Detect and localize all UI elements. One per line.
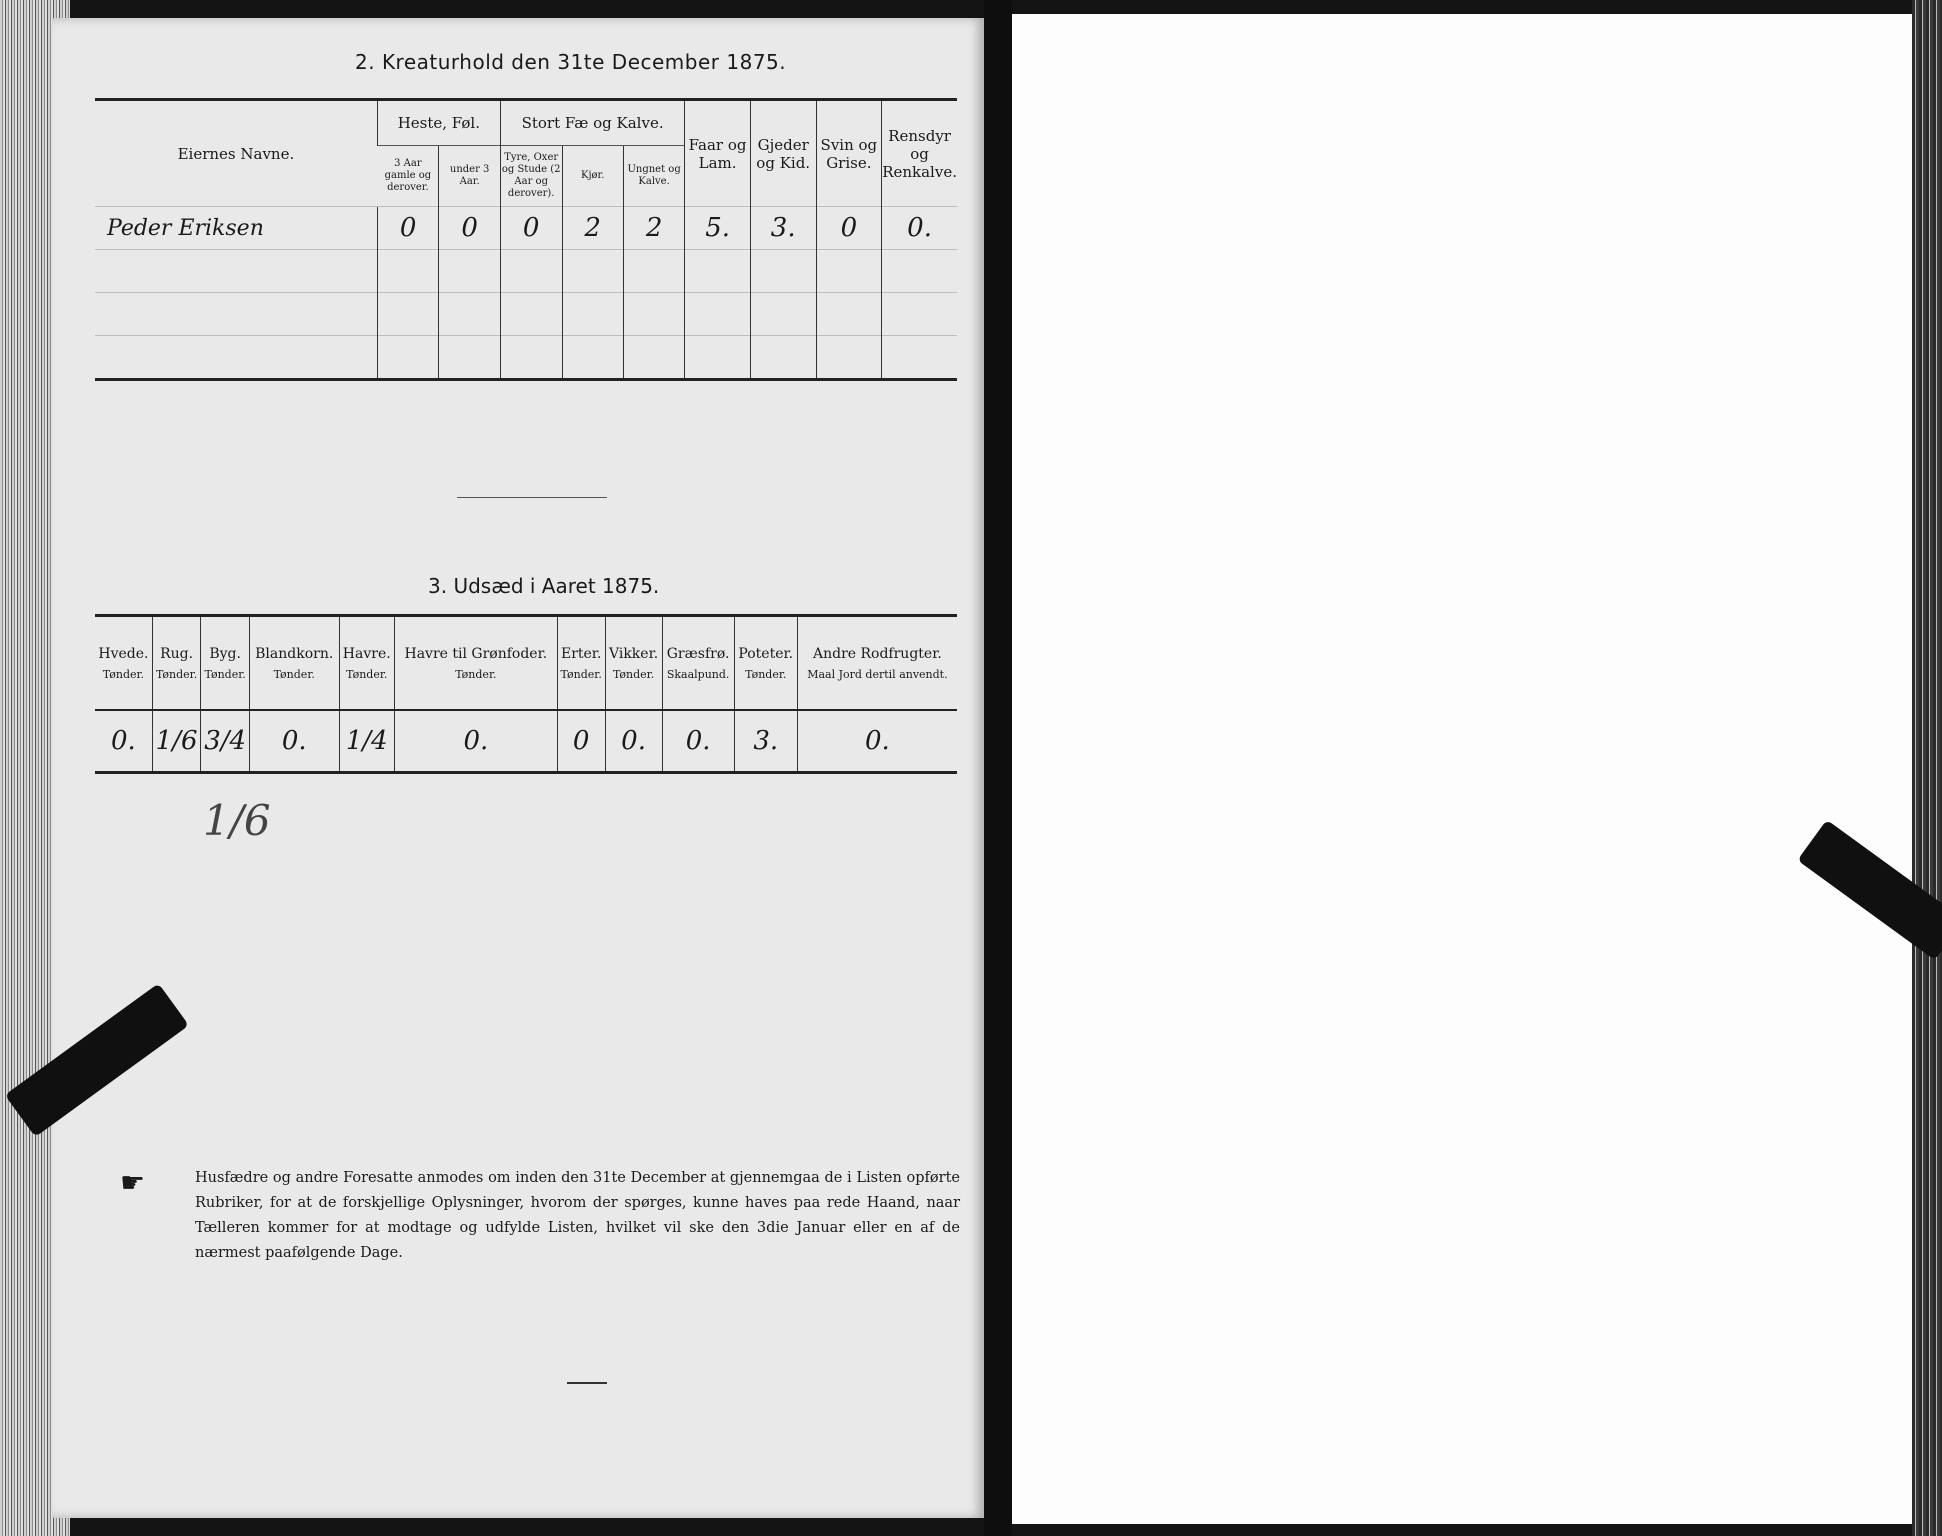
section3-title: 3. Udsæd i Aaret 1875.	[428, 574, 660, 598]
table-row	[95, 336, 957, 380]
sowing-value-cell: 0.	[797, 710, 957, 773]
cell-cows: 2	[562, 207, 623, 250]
column-unit: Tønder.	[273, 667, 315, 681]
sowing-column-header	[605, 616, 662, 711]
table-row	[95, 207, 957, 250]
sowing-value-cell: 0	[557, 710, 605, 773]
owner-name: Peder Eriksen	[95, 207, 377, 250]
sowing-column-header	[557, 616, 605, 711]
sowing-value-cell: 0.	[95, 710, 152, 773]
column-label: Erter.	[560, 645, 602, 662]
cell-bulls: 0	[500, 207, 562, 250]
column-label: Rug.	[160, 645, 194, 662]
column-label: Græsfrø.	[666, 645, 730, 662]
column-unit: Skaalpund.	[666, 667, 730, 681]
pointing-hand-icon: ☛	[120, 1166, 146, 1199]
column-label: Havre til Grønfoder.	[404, 645, 548, 662]
sowing-column-header	[662, 616, 734, 711]
margin-note: 1/6	[203, 796, 271, 845]
bulls-header: Tyre, Oxer og Stude (2 Aar og derover).	[500, 146, 562, 207]
column-label: Byg.	[209, 645, 241, 662]
column-unit: Maal Jord dertil anvendt.	[807, 667, 948, 681]
reindeer-header: Rensdyr og Renkalve.	[882, 100, 957, 207]
sowing-value-cell: 0.	[249, 710, 339, 773]
sowing-column-header	[152, 616, 201, 711]
column-label: Hvede.	[98, 645, 149, 662]
book-edge-right	[1912, 0, 1942, 1536]
column-unit: Tønder.	[745, 667, 787, 681]
horses-old-header: 3 Aar gamle og derover.	[377, 146, 439, 207]
column-unit: Tønder.	[204, 667, 246, 681]
sowing-column-header	[201, 616, 250, 711]
cattle-header: Stort Fæ og Kalve.	[500, 100, 685, 146]
sowing-table	[95, 614, 957, 774]
footnote-text: Husfædre og andre Foresatte anmodes om inden den 31te December at gjennemgaa de i Listen opførte Rubriker, for at de forskjellige Oplysninger, hvorom der spørges, kunne haves paa rede Haand, naar Tælleren kommer for at modtage og udfylde Listen, hvilket vil ske den 3die Januar eller en af de nærmest paafølgende Dage.	[195, 1170, 960, 1261]
table-row	[95, 293, 957, 336]
cell-reindeer: 0.	[882, 207, 957, 250]
sowing-value-cell: 3/4	[201, 710, 250, 773]
sowing-column-header	[249, 616, 339, 711]
column-label: Andre Rodfrugter.	[812, 645, 942, 662]
horses-young-header: under 3 Aar.	[439, 146, 500, 207]
sowing-value-cell: 0.	[394, 710, 557, 773]
column-unit: Tønder.	[560, 667, 602, 681]
table-row	[95, 710, 957, 773]
livestock-table	[95, 98, 957, 381]
sowing-value-cell: 1/6	[152, 710, 201, 773]
sowing-value-cell: 0.	[662, 710, 734, 773]
column-unit: Tønder.	[455, 667, 497, 681]
right-page-blank	[1012, 14, 1912, 1524]
column-unit: Tønder.	[102, 667, 145, 681]
horses-header: Heste, Føl.	[377, 100, 500, 146]
divider	[567, 1382, 607, 1384]
cell-goats: 3.	[750, 207, 816, 250]
sheep-header: Faar og Lam.	[685, 100, 750, 207]
column-unit: Tønder.	[346, 667, 388, 681]
sowing-column-header	[95, 616, 152, 711]
sowing-value-cell: 1/4	[339, 710, 394, 773]
sowing-value-cell: 0.	[605, 710, 662, 773]
sowing-column-header	[339, 616, 394, 711]
cell-pigs: 0	[816, 207, 882, 250]
goats-header: Gjeder og Kid.	[750, 100, 816, 207]
sowing-column-header	[394, 616, 557, 711]
sowing-column-header	[797, 616, 957, 711]
pigs-header: Svin og Grise.	[816, 100, 882, 207]
young-cattle-header: Ungnet og Kalve.	[623, 146, 685, 207]
book-gutter	[984, 0, 1012, 1536]
cell-young-cattle: 2	[623, 207, 685, 250]
sowing-value-cell: 3.	[734, 710, 797, 773]
divider	[457, 497, 607, 498]
owner-header: Eiernes Navne.	[177, 144, 295, 163]
column-unit: Tønder.	[155, 667, 198, 681]
column-label: Blandkorn.	[255, 645, 334, 662]
table-row	[95, 250, 957, 293]
cell-horses-young: 0	[439, 207, 500, 250]
sowing-column-header	[734, 616, 797, 711]
column-unit: Tønder.	[612, 667, 655, 681]
column-label: Poteter.	[738, 645, 794, 662]
cows-header: Kjør.	[562, 146, 623, 207]
column-label: Havre.	[342, 645, 391, 662]
section2-title: 2. Kreaturhold den 31te December 1875.	[355, 50, 787, 74]
cell-sheep: 5.	[685, 207, 750, 250]
cell-horses-old: 0	[377, 207, 439, 250]
column-label: Vikker.	[608, 645, 659, 662]
